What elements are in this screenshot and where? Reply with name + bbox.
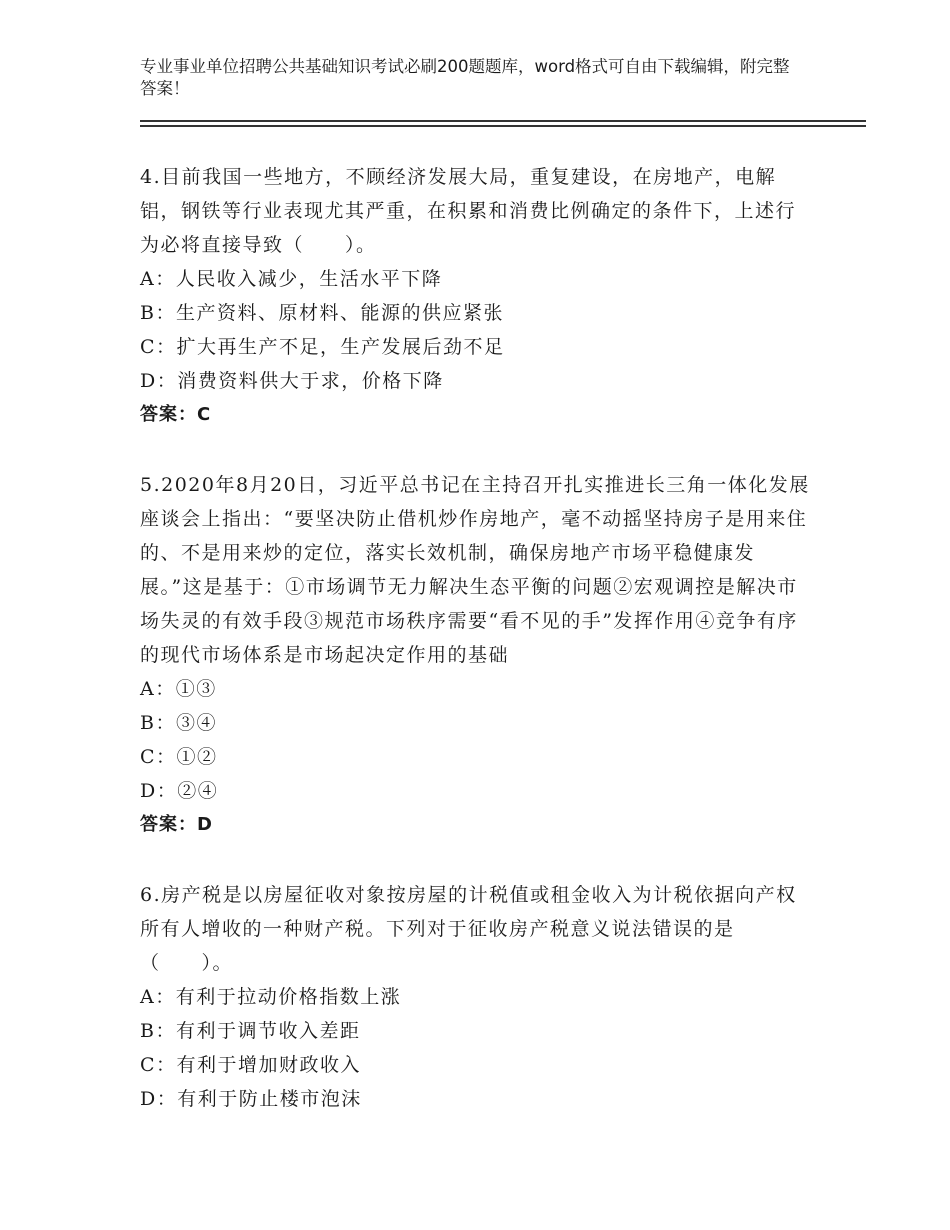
question-stem: 5.2020年8月20日，习近平总书记在主持召开扎实推进长三角一体化发展座谈会上指出：“要坚决防止借机炒作房地产，毫不动摇坚持房子是用来住的、不是用来炒的定位，落实长效机制，确保房地产市场平稳健康发展。”这是基于：①市场调节无力解决生态平衡的问题②宏观调控是解决市场失灵的有效手段③规范市场秩序需要“看不见的手”发挥作用④竞争有序的现代市场体系是市场起决定作用的基础 <box>140 474 810 666</box>
option-a: A：①③ <box>140 678 217 700</box>
answer-line: 答案：D <box>140 814 213 835</box>
question-stem: 6.房产税是以房屋征收对象按房屋的计税值或租金收入为计税依据向产权所有人增收的一种财产税。下列对于征收房产税意义说法错误的是（ ）。 <box>140 884 797 974</box>
option-a: A：有利于拉动价格指数上涨 <box>140 986 402 1008</box>
option-c: C：①② <box>140 746 218 768</box>
option-d: D：有利于防止楼市泡沫 <box>140 1088 362 1110</box>
option-b: B：③④ <box>140 712 217 734</box>
option-a: A：人民收入减少，生活水平下降 <box>140 268 443 290</box>
answer-line: 答案：C <box>140 404 212 425</box>
question-6 <box>140 878 810 1116</box>
header-divider-bottom <box>140 125 866 127</box>
option-b: B：生产资料、原材料、能源的供应紧张 <box>140 302 504 324</box>
option-c: C：扩大再生产不足，生产发展后劲不足 <box>140 336 505 358</box>
question-5 <box>140 468 810 842</box>
option-d: D：消费资料供大于求，价格下降 <box>140 370 444 392</box>
header-text: 专业事业单位招聘公共基础知识考试必刷200题题库，word格式可自由下载编辑，附完整答案！ <box>140 57 790 98</box>
header-divider-top <box>140 120 866 122</box>
option-c: C：有利于增加财政收入 <box>140 1054 362 1076</box>
question-stem: 4.目前我国一些地方，不顾经济发展大局，重复建设，在房地产，电解铝，钢铁等行业表现尤其严重，在积累和消费比例确定的条件下，上述行为必将直接导致（ ）。 <box>140 166 797 256</box>
option-b: B：有利于调节收入差距 <box>140 1020 361 1042</box>
question-4 <box>140 160 810 432</box>
document-header <box>140 56 800 100</box>
option-d: D：②④ <box>140 780 219 802</box>
